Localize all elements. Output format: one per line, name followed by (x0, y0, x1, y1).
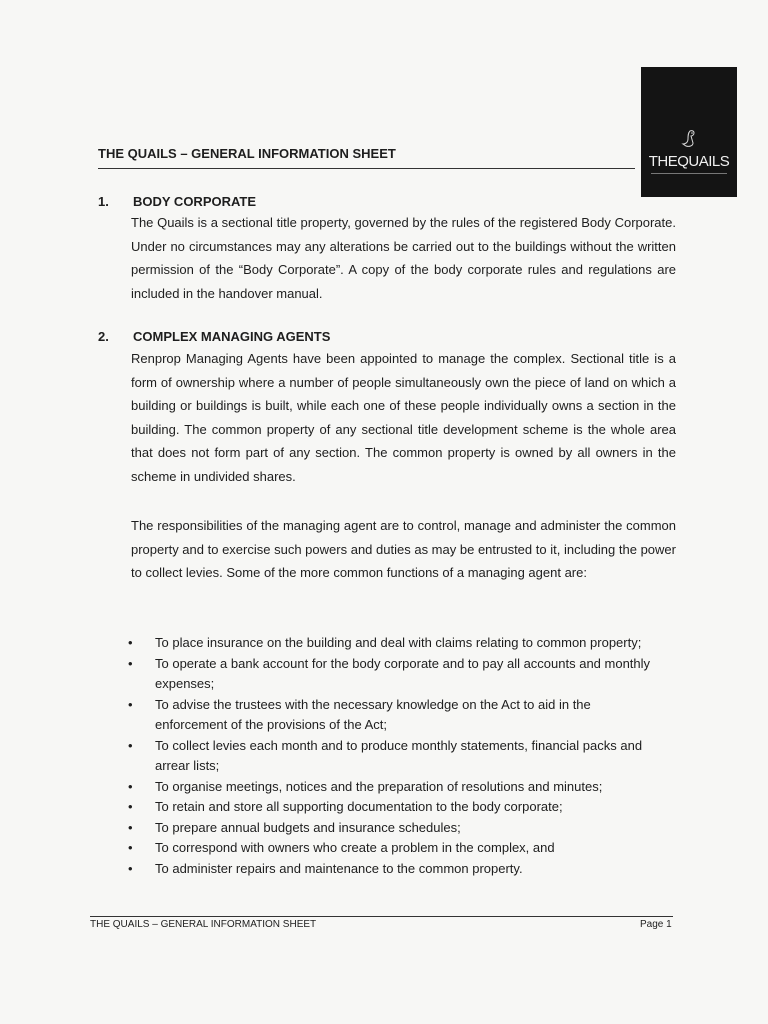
section-heading: BODY CORPORATE (133, 194, 257, 209)
list-item: • To organise meetings, notices and the preparation of resolutions and minutes; (128, 777, 658, 798)
list-item: • To administer repairs and maintenance to the common property. (128, 859, 658, 880)
section-paragraph: Renprop Managing Agents have been appointed to manage the complex. Sectional title is a form of ownership where a number of people simultaneously own the piece of land on which a building or buildings is built, while each one of these people individually owns a section in the building. The common property of any sectional title development scheme is the whole area that does not form part of any section. The common property is owned by all owners in the scheme in undivided shares. (131, 351, 676, 484)
page-number: Page 1 (640, 919, 672, 930)
title-rule (98, 168, 635, 169)
quail-bird-icon (681, 129, 697, 149)
list-item: • To operate a bank account for the body corporate and to pay all accounts and monthly expenses; (128, 654, 658, 695)
list-item: • To correspond with owners who create a problem in the complex, and (128, 838, 658, 859)
section-heading: COMPLEX MANAGING AGENTS (133, 329, 331, 344)
list-item: • To place insurance on the building and deal with claims relating to common property; (128, 633, 658, 654)
section-paragraph: The responsibilities of the managing agent are to control, manage and administer the common property and to exercise such powers and duties as may be entrusted to it, including the power to collect levies. Some of the more common functions of a managing agent are: (131, 518, 676, 580)
section-paragraph: The Quails is a sectional title property, governed by the rules of the registered Body Corporate. Under no circumstances may any alterations be carried out to the buildings without the written permission of the “Body Corporate”. A copy of the body corporate rules and regulations are included in the handover manual. (131, 215, 676, 301)
logo-divider (651, 173, 727, 174)
agent-functions-list (128, 633, 658, 879)
list-item: • To collect levies each month and to produce monthly statements, financial packs and arrear lists; (128, 736, 658, 777)
footer-rule (90, 916, 673, 917)
the-quails-logo (641, 67, 737, 197)
logo-wordmark: THEQUAILS (648, 153, 730, 170)
section-number: 2. (98, 329, 109, 344)
list-item: • To retain and store all supporting documentation to the body corporate; (128, 797, 658, 818)
section-number: 1. (98, 194, 109, 209)
list-item: • To advise the trustees with the necessary knowledge on the Act to aid in the enforcement of the provisions of the Act; (128, 695, 658, 736)
footer-title: THE QUAILS – GENERAL INFORMATION SHEET (90, 919, 317, 930)
list-item: • To prepare annual budgets and insurance schedules; (128, 818, 658, 839)
document-title: THE QUAILS – GENERAL INFORMATION SHEET (98, 146, 396, 161)
